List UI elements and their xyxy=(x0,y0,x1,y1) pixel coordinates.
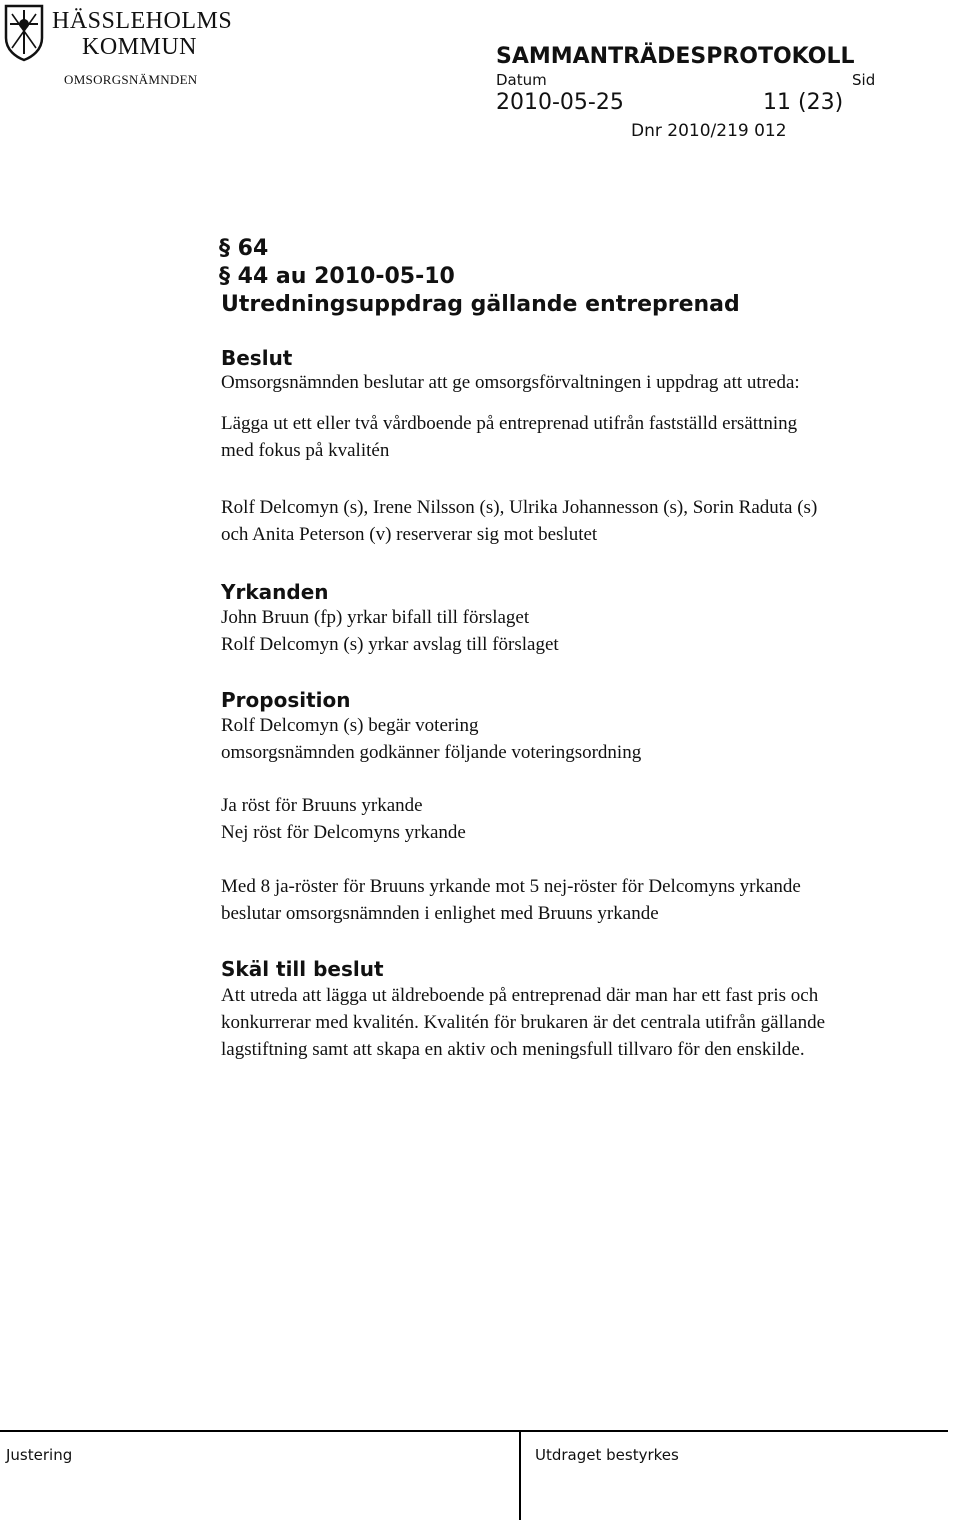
footer-rule xyxy=(0,1430,948,1432)
beslut-heading: Beslut xyxy=(221,346,293,370)
sid-label: Sid xyxy=(852,71,876,89)
coat-of-arms-icon xyxy=(4,4,44,62)
proposition-heading: Proposition xyxy=(221,688,351,712)
paragraph-number: § 64 xyxy=(219,236,269,261)
matter-title: Utredningsuppdrag gällande entreprenad xyxy=(221,292,740,317)
yrkande-line1: John Bruun (fp) yrkar bifall till förslaget xyxy=(221,607,530,628)
skal-heading: Skäl till beslut xyxy=(221,957,384,981)
footer-divider xyxy=(519,1430,521,1520)
utdraget-label: Utdraget bestyrkes xyxy=(535,1446,679,1464)
nej-option: Nej röst för Delcomyns yrkande xyxy=(221,822,466,843)
meeting-date: 2010-05-25 xyxy=(496,90,624,115)
org-name-line2: KOMMUN xyxy=(82,34,198,60)
proposition-line2: omsorgsnämnden godkänner följande voteringsordning xyxy=(221,742,642,763)
beslut-item-line2: med fokus på kvalitén xyxy=(221,440,390,461)
vote-result-line2: beslutar omsorgsnämnden i enlighet med Bruuns yrkande xyxy=(221,903,659,924)
org-name-line1: HÄSSLEHOLMS xyxy=(52,8,233,34)
reservation-line1: Rolf Delcomyn (s), Irene Nilsson (s), Ulrika Johannesson (s), Sorin Raduta (s) xyxy=(221,497,818,518)
datum-label: Datum xyxy=(496,71,547,89)
department-name: OMSORGSNÄMNDEN xyxy=(64,72,198,87)
justering-label: Justering xyxy=(6,1446,73,1464)
beslut-intro: Omsorgsnämnden beslutar att ge omsorgsförvaltningen i uppdrag att utreda: xyxy=(221,372,800,393)
diary-number: Dnr 2010/219 012 xyxy=(631,121,787,141)
page-number: 11 (23) xyxy=(763,90,844,115)
yrkande-line2: Rolf Delcomyn (s) yrkar avslag till förslaget xyxy=(221,634,559,655)
skal-line2: konkurrerar med kvalitén. Kvalitén för brukaren är det centrala utifrån gällande xyxy=(221,1012,826,1033)
vote-result-line1: Med 8 ja-röster för Bruuns yrkande mot 5 nej-röster för Delcomyns yrkande xyxy=(221,876,801,897)
ja-option: Ja röst för Bruuns yrkande xyxy=(221,795,423,816)
document-type: SAMMANTRÄDESPROTOKOLL xyxy=(496,44,855,69)
reservation-line2: och Anita Peterson (v) reserverar sig mot beslutet xyxy=(221,524,598,545)
beslut-item-line1: Lägga ut ett eller två vårdboende på entreprenad utifrån fastställd ersättning xyxy=(221,413,798,434)
yrkanden-heading: Yrkanden xyxy=(221,580,329,604)
skal-line3: lagstiftning samt att skapa en aktiv och meningsfull tillvaro för den enskilde. xyxy=(221,1039,805,1060)
proposition-line1: Rolf Delcomyn (s) begär votering xyxy=(221,715,479,736)
skal-line1: Att utreda att lägga ut äldreboende på entreprenad där man har ett fast pris och xyxy=(221,985,819,1006)
au-reference: § 44 au 2010-05-10 xyxy=(219,264,455,289)
